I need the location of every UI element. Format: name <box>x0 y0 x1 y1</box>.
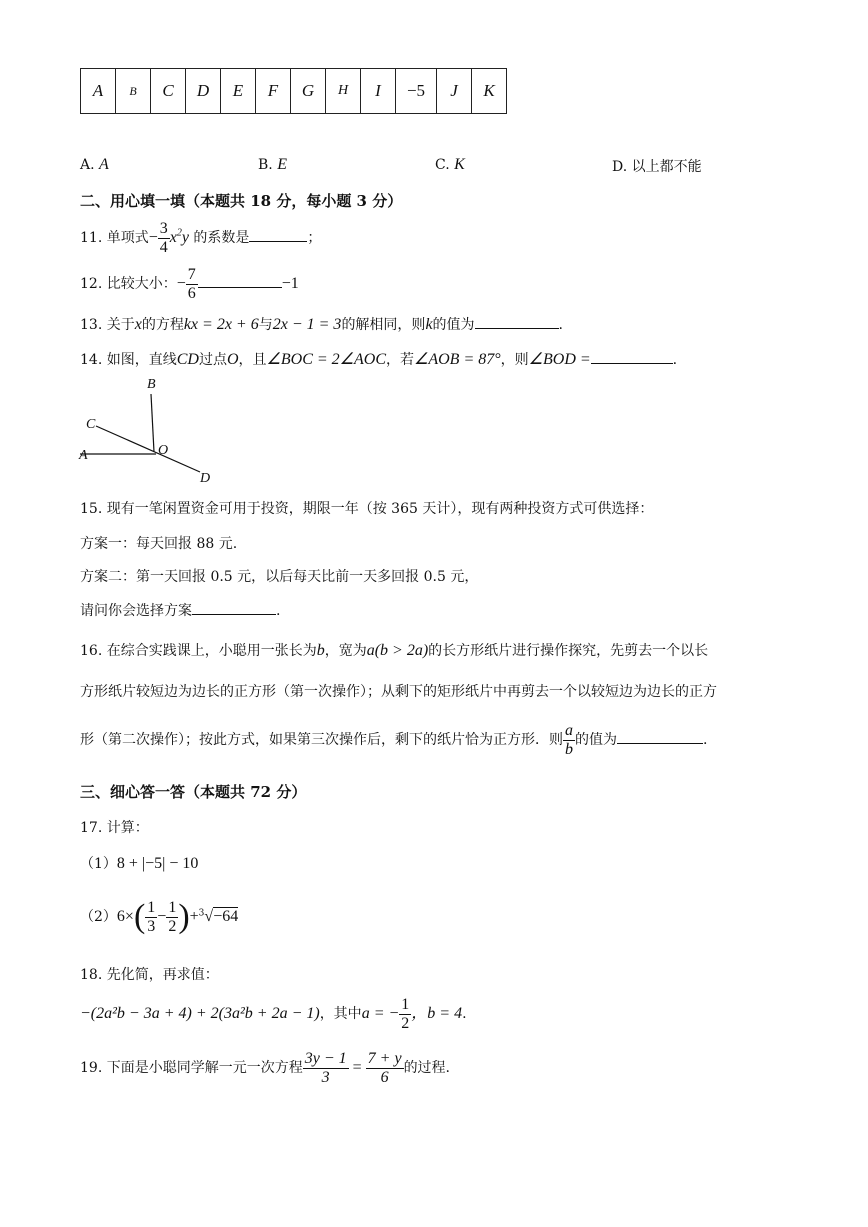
q15-blank <box>192 614 276 615</box>
q13-eq1: kx = 2x + 6 <box>183 316 259 333</box>
q16-line2: 方形纸片较短边为边长的正方形（第一次操作）；从剩下的矩形纸片中再剪去一个以较短边为边长的正方 <box>80 684 717 700</box>
table-cell: A <box>81 69 116 114</box>
option-c-value: K <box>454 156 465 173</box>
q13-prefix: 13. 关于 <box>80 317 135 333</box>
q18-title: 18. 先化简，再求值： <box>80 967 219 983</box>
option-d-letter: D. <box>612 159 628 175</box>
q14-mid1: 过点 <box>198 352 227 368</box>
q17-frac1 <box>145 899 157 935</box>
q16-frac-den: b <box>565 740 573 758</box>
q14-blank <box>591 363 673 364</box>
q13-mid3: 的解相同，则 <box>341 317 426 333</box>
q11-num: 3 <box>159 220 168 237</box>
ray-ob <box>151 394 154 452</box>
q16-l1c: ，宽为 <box>324 643 367 659</box>
q13-eq2: 2x − 1 = 3 <box>272 316 342 333</box>
q18-expr: −(2a²b − 3a + 4) + 2(3a²b + 2a − 1) <box>80 1005 320 1023</box>
q19-rd: 6 <box>380 1068 389 1086</box>
q15-end: . <box>276 603 281 619</box>
section-3-title: 三、细心答一答（本题共 72 分） <box>80 783 307 801</box>
q17-part1 <box>80 853 198 873</box>
q11-den: 4 <box>159 238 168 256</box>
q19-rhs <box>366 1050 404 1086</box>
q11-prefix: 11. 单项式 <box>80 230 149 247</box>
q19-prefix: 19. 下面是小聪同学解一元一次方程 <box>80 1060 303 1077</box>
question-11: 11. 单项式− $\frac{3}{4}$ $x^2y$ 的系数是 ； <box>80 220 322 256</box>
line-cd <box>96 426 200 472</box>
q12-blank <box>198 287 282 288</box>
q18-b-eq: ，b = 4 <box>411 1005 463 1023</box>
q14-given: ∠AOB = 87° <box>414 351 501 368</box>
q17-title: 17. 计算： <box>80 820 149 836</box>
q19-ld: 3 <box>321 1068 330 1086</box>
table-cell: H <box>326 69 361 114</box>
label-o: O <box>158 443 169 458</box>
q17-part2: （2）6×( $\frac{1}{3}$ − $\frac{1}{2}$ )+$^3$√−64 <box>80 898 239 935</box>
q12-fraction <box>186 266 198 302</box>
option-d-value: 以上都不能 <box>631 159 702 175</box>
question-13 <box>80 314 563 334</box>
q14-mid3: ，若 <box>386 352 414 368</box>
q17-d2: 2 <box>168 917 177 935</box>
table-cell: B <box>116 69 151 114</box>
q14-cond: ∠BOC = 2∠AOC <box>266 351 386 368</box>
option-a-value: A <box>99 156 109 173</box>
q16-cond: a(b > 2a) <box>366 642 429 659</box>
table-cell: I <box>361 69 396 114</box>
q15-line4: 请问你会选择方案 <box>80 603 192 619</box>
q19-rn: 7 + y <box>367 1050 402 1067</box>
q17-p1-label: （1） <box>80 856 117 872</box>
q14-prefix: 14. 如图，直线 <box>80 352 177 368</box>
table-cell: G <box>291 69 326 114</box>
letter-table-row <box>81 69 507 114</box>
q14-mid4: ，则 <box>500 352 529 368</box>
q16-var-b: b <box>316 642 325 659</box>
q17-n1: 1 <box>147 898 156 916</box>
q16-l1e: 的长方形纸片进行操作探究，先剪去一个以长 <box>428 643 709 659</box>
table-cell: D <box>186 69 221 114</box>
q16-frac-num: a <box>565 722 573 739</box>
q18-a-eq: a = − <box>361 1005 400 1023</box>
table-cell: C <box>151 69 186 114</box>
table-cell: F <box>256 69 291 114</box>
q16-blank <box>617 743 703 744</box>
q16-l3b: 的值为 <box>575 732 617 749</box>
question-19: 19. 下面是小聪同学解一元一次方程 $\frac{3y - 1}{3}$ = $\frac{7 + y}{6}$ 的过程. <box>80 1050 451 1086</box>
q11-monomial: $x^2y$ <box>169 227 189 247</box>
q12-num: 7 <box>187 266 196 283</box>
q13-mid4: 的值为 <box>432 317 475 333</box>
label-b: B <box>147 377 156 392</box>
q17-p2-a: 6× <box>116 908 134 925</box>
q16-line3 <box>80 722 707 758</box>
q18-a-num: 1 <box>401 996 410 1013</box>
q16-fraction <box>563 722 575 758</box>
q18-mid: ，其中 <box>319 1006 362 1023</box>
q13-k: k <box>425 316 433 333</box>
table-cell: K <box>472 69 507 114</box>
q18-expression <box>80 996 467 1032</box>
q18-a-den: 2 <box>401 1014 410 1032</box>
q14-line: CD <box>176 351 199 368</box>
q11-end: ； <box>307 230 322 247</box>
q16-line1 <box>80 640 708 660</box>
q17-d1: 3 <box>147 917 156 935</box>
q12-den: 6 <box>187 284 196 302</box>
q12-rhs: −1 <box>281 275 299 293</box>
option-a <box>80 156 109 174</box>
label-d: D <box>200 471 211 486</box>
q19-lhs <box>303 1050 349 1086</box>
q13-end: . <box>558 317 563 333</box>
label-a: A <box>79 448 88 463</box>
table-cell: J <box>437 69 472 114</box>
q14-mid2: ，且 <box>238 352 267 368</box>
q14-ask: ∠BOD = <box>528 351 591 368</box>
q15-line1: 15. 现有一笔闲置资金可用于投资，期限一年（按 365 天计），现有两种投资方式可供选择： <box>80 501 654 517</box>
q17-frac2 <box>166 899 178 935</box>
option-b <box>258 156 287 174</box>
question-14 <box>80 349 677 369</box>
q16-l1a: 16. 在综合实践课上，小聪用一张长为 <box>80 643 317 659</box>
section-2-title: 二、用心填一填（本题共 18 分，每小题 3 分） <box>80 192 403 210</box>
label-c: C <box>86 417 96 432</box>
q17-p2-label: （2） <box>80 909 117 925</box>
q13-var: x <box>134 316 142 333</box>
q12-prefix: 12. 比较大小： <box>80 276 177 293</box>
option-c <box>435 156 465 174</box>
q11-suffix: 的系数是 <box>193 230 250 247</box>
q16-end: . <box>703 732 708 749</box>
q13-mid1: 的方程 <box>141 317 184 333</box>
question-12: 12. 比较大小：− $\frac{7}{6}$ −1 <box>80 266 299 302</box>
q14-point: O <box>226 351 239 368</box>
q17-p1-expr: 8 + |−5| − 10 <box>116 855 199 872</box>
q17-root-radicand: −64 <box>213 908 239 925</box>
q17-root-index: 3 <box>198 908 205 919</box>
q16-l3a: 形（第二次操作）；按此方式，如果第三次操作后，剩下的纸片恰为正方形．则 <box>80 732 563 749</box>
option-b-letter: B. <box>258 157 273 173</box>
q18-end: . <box>462 1006 467 1023</box>
table-cell: −5 <box>396 69 437 114</box>
option-a-letter: A. <box>80 157 95 173</box>
q13-blank <box>475 328 559 329</box>
q18-fraction <box>399 996 411 1032</box>
q15-line2: 方案一：每天回报 88 元. <box>80 536 238 552</box>
q15-line3: 方案二：第一天回报 0.5 元，以后每天比前一天多回报 0.5 元， <box>80 569 479 585</box>
option-d <box>612 156 702 176</box>
table-cell: E <box>221 69 256 114</box>
q11-blank <box>249 241 307 242</box>
angle-figure <box>74 372 224 490</box>
option-c-letter: C. <box>435 157 450 173</box>
q11-fraction <box>158 220 170 256</box>
letter-table <box>80 68 507 114</box>
q14-end: . <box>672 352 678 368</box>
q19-ln: 3y − 1 <box>304 1050 347 1067</box>
q13-mid2: 与 <box>258 317 273 333</box>
option-b-value: E <box>277 156 287 173</box>
q15-line4-wrap <box>80 600 280 620</box>
q19-suffix: 的过程. <box>403 1060 451 1077</box>
q17-n2: 1 <box>168 898 177 916</box>
